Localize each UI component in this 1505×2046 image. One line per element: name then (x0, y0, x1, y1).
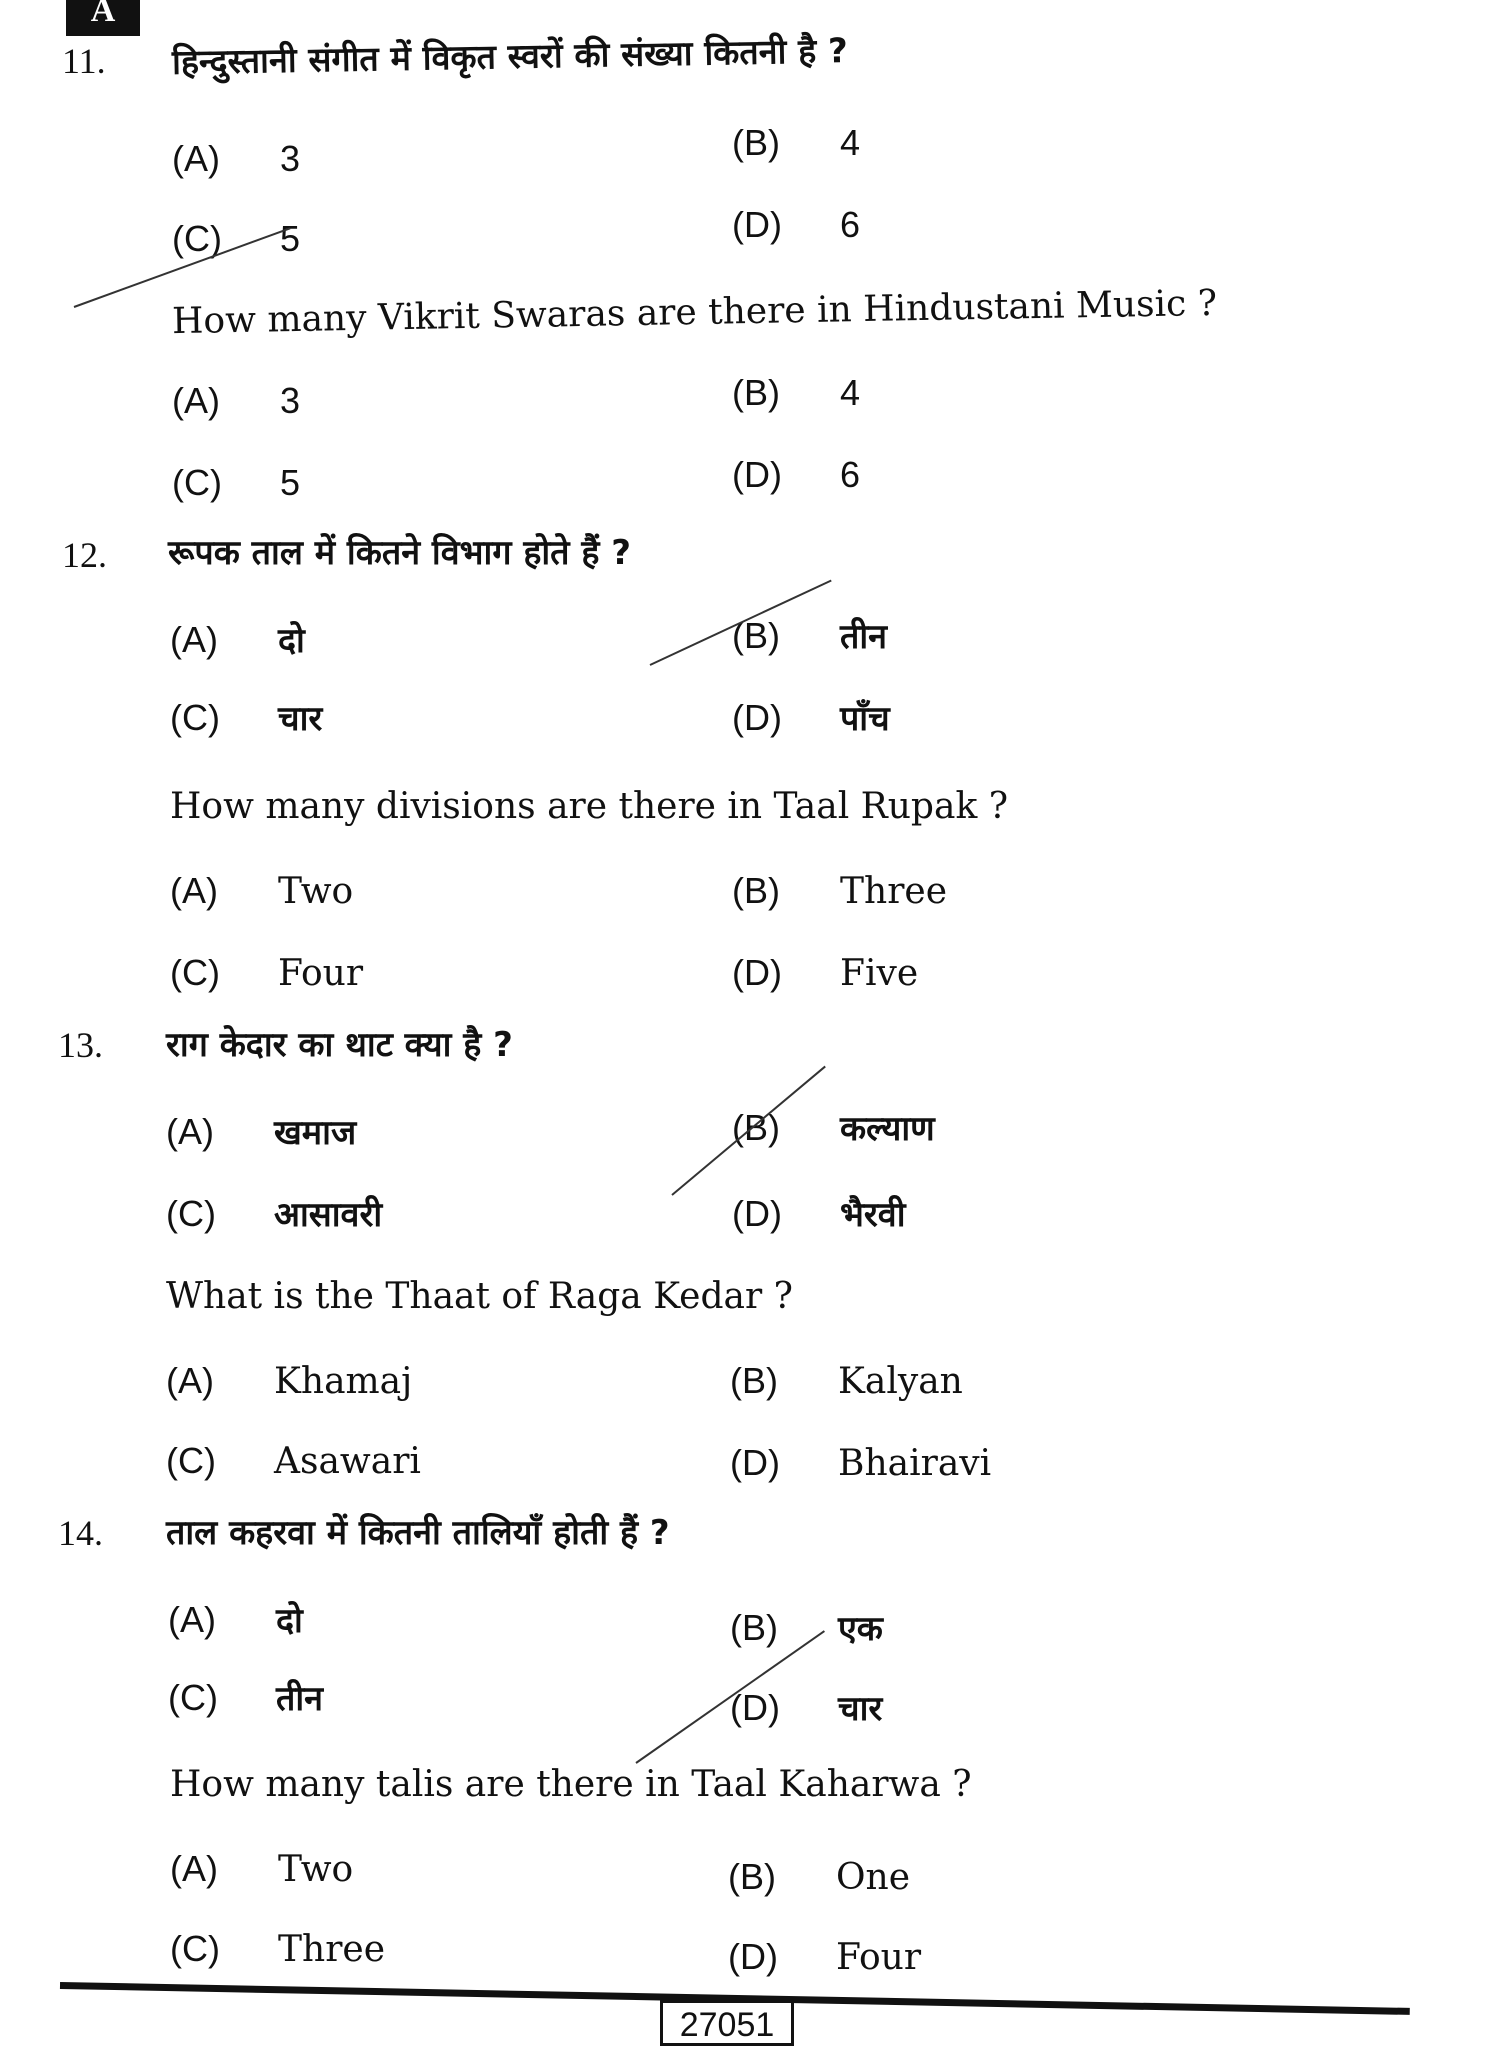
question-text-hindi: राग केदार का थाट क्या है ? (166, 1025, 513, 1065)
option-b-english[interactable]: (B) One (728, 1856, 911, 1898)
option-c-hindi[interactable]: (C) चार (170, 697, 323, 739)
question-text-english: What is the Thaat of Raga Kedar ? (166, 1276, 793, 1317)
option-a-english[interactable]: (A) Khamaj (166, 1360, 413, 1402)
question-text-hindi: ताल कहरवा में कितनी तालियाँ होती हैं ? (166, 1513, 670, 1553)
option-c-english[interactable]: (C) Four (170, 952, 364, 994)
option-a-english[interactable]: (A) Two (170, 1848, 354, 1890)
question-number: 12. (62, 535, 107, 575)
option-d-hindi[interactable]: (D) भैरवी (732, 1193, 906, 1235)
option-d-english[interactable]: (D) 6 (732, 454, 861, 495)
question-text-hindi: रूपक ताल में कितने विभाग होते हैं ? (168, 533, 632, 573)
option-a-hindi[interactable]: (A) खमाज (166, 1111, 357, 1153)
option-a-english[interactable]: (A) Two (170, 870, 354, 912)
question-text-english: How many divisions are there in Taal Rupak ? (170, 786, 1009, 827)
option-a-hindi[interactable]: (A) 3 (172, 138, 301, 179)
option-b-english[interactable]: (B) Three (732, 870, 948, 912)
page-code: 27051 (660, 2000, 794, 2046)
option-a-hindi[interactable]: (A) दो (170, 619, 305, 661)
question-text-hindi: हिन्दुस्तानी संगीत में विकृत स्वरों की संख्या कितनी है ? (171, 31, 849, 83)
question-text-english: How many talis are there in Taal Kaharwa ? (170, 1764, 972, 1805)
option-c-english[interactable]: (C) Three (170, 1928, 386, 1970)
question-text-english: How many Vikrit Swaras are there in Hindustani Music ? (171, 282, 1218, 343)
question-number: 14. (58, 1513, 103, 1553)
option-d-english[interactable]: (D) Bhairavi (730, 1442, 992, 1484)
question-number: 11. (62, 41, 106, 81)
option-c-hindi[interactable]: (C) तीन (168, 1677, 324, 1719)
option-c-hindi[interactable]: (C) 5 (172, 218, 301, 259)
option-c-hindi[interactable]: (C) आसावरी (166, 1193, 383, 1235)
option-c-english[interactable]: (C) Asawari (166, 1440, 421, 1482)
section-badge: A (66, 0, 140, 36)
option-b-hindi[interactable]: (B) एक (730, 1607, 883, 1649)
option-b-hindi[interactable]: (B) कल्याण (732, 1107, 935, 1149)
option-b-hindi[interactable]: (B) 4 (732, 122, 861, 163)
option-d-english[interactable]: (D) Five (732, 952, 919, 994)
option-a-english[interactable]: (A) 3 (172, 380, 301, 421)
question-number: 13. (58, 1025, 103, 1065)
option-d-english[interactable]: (D) Four (728, 1936, 922, 1978)
option-b-english[interactable]: (B) Kalyan (730, 1360, 963, 1402)
option-b-english[interactable]: (B) 4 (732, 372, 861, 413)
option-d-hindi[interactable]: (D) 6 (732, 204, 861, 245)
option-d-hindi[interactable]: (D) पाँच (732, 697, 890, 739)
option-b-hindi[interactable]: (B) तीन (732, 615, 888, 657)
option-c-english[interactable]: (C) 5 (172, 462, 301, 503)
option-a-hindi[interactable]: (A) दो (168, 1599, 303, 1641)
option-d-hindi[interactable]: (D) चार (730, 1687, 883, 1729)
